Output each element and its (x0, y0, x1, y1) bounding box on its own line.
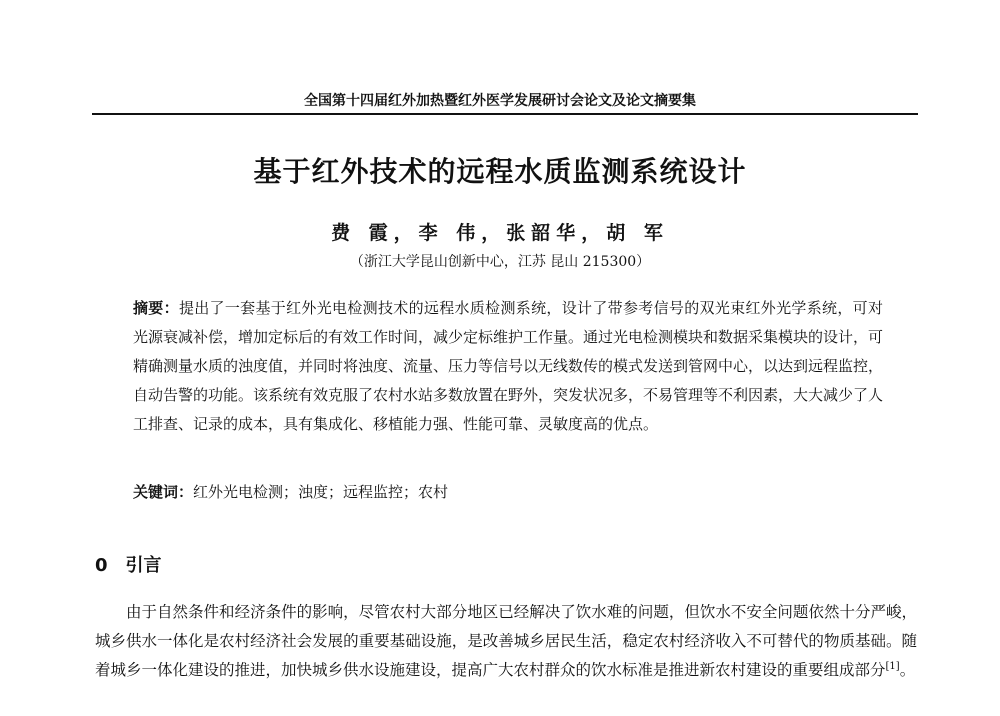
keywords (133, 478, 883, 507)
keywords-label: 关键词： (133, 483, 194, 501)
intro-paragraph (95, 598, 917, 685)
intro-end-punct: 。 (899, 661, 916, 679)
abstract (133, 294, 883, 439)
citation-ref[interactable]: [1] (885, 660, 900, 672)
keywords-text: 红外光电检测；浊度；远程监控；农村 (193, 483, 449, 501)
paper-affiliation: （浙江大学昆山创新中心，江苏 昆山 215300） (349, 254, 651, 270)
header-rule (92, 113, 918, 115)
paper-title: 基于红外技术的远程水质监测系统设计 (253, 155, 747, 188)
section-number: 0 (95, 555, 108, 576)
running-header: 全国第十四届红外加热暨红外医学发展研讨会论文及论文摘要集 (304, 93, 696, 109)
abstract-label: 摘要： (133, 299, 179, 317)
paper-authors: 费 霞，李 伟，张韶华，胡 军 (331, 222, 669, 244)
section-heading (95, 551, 162, 577)
section-title: 引言 (125, 555, 162, 576)
intro-text: 由于自然条件和经济条件的影响，尽管农村大部分地区已经解决了饮水难的问题，但饮水不安全问题依然十分严峻，城乡供水一体化是农村经济社会发展的重要基础设施，是改善城乡居民生活，稳定农村经济收入不可替代的物质基础。随着城乡一体化建设的推进，加快城乡供水设施建设，提高广大农村群众的饮水标准是推进新农村建设的重要组成部分 (95, 603, 917, 679)
abstract-text: 提出了一套基于红外光电检测技术的远程水质检测系统，设计了带参考信号的双光束红外光学系统，可对光源衰减补偿，增加定标后的有效工作时间，减少定标维护工作量。通过光电检测模块和数据采集模块的设计，可精确测量水质的浊度值，并同时将浊度、流量、压力等信号以无线数传的模式发送到管网中心，以达到远程监控，自动告警的功能。该系统有效克服了农村水站多数放置在野外，突发状况多，不易管理等不利因素，大大减少了人工排查、记录的成本，具有集成化、移植能力强、性能可靠、灵敏度高的优点。 (133, 299, 884, 433)
